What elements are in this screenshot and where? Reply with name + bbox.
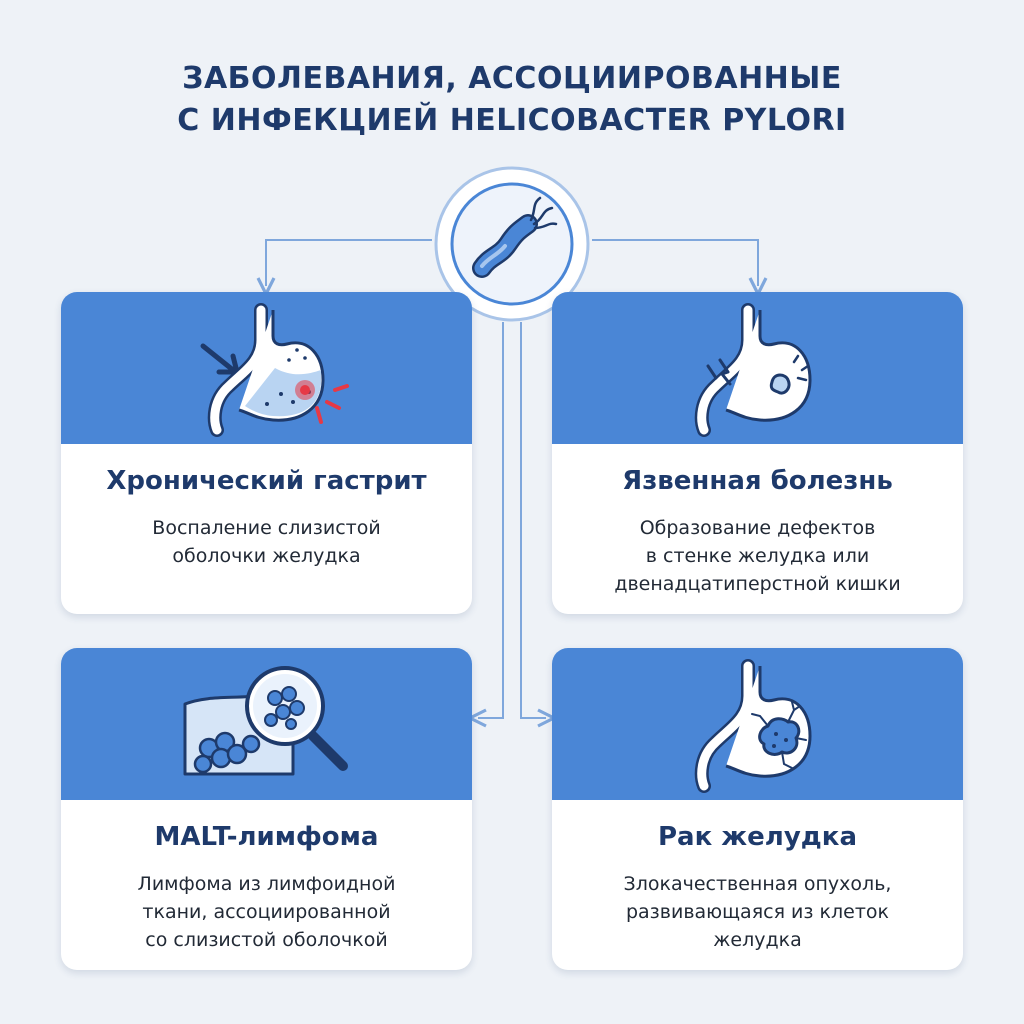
stomach-tumor-icon	[552, 648, 963, 800]
card-description	[572, 870, 943, 954]
description-line: желудка	[713, 929, 802, 951]
card-chronic-gastritis	[61, 292, 472, 614]
card-header-band	[61, 292, 472, 444]
connector-to-gastritis	[266, 240, 432, 286]
connector-to-malt	[478, 322, 503, 718]
description-line: Лимфома из лимфоидной	[137, 873, 396, 895]
description-line: развивающаяся из клеток	[625, 901, 890, 923]
connector-to-ulcer	[592, 240, 758, 286]
card-stomach-cancer	[552, 648, 963, 970]
card-description	[81, 870, 452, 954]
title-line-2: С ИНФЕКЦИЕЙ HELICOBACTER PYLORI	[177, 103, 847, 138]
connector-to-cancer	[521, 322, 546, 718]
card-header-band	[552, 648, 963, 800]
description-line: в стенке желудка или	[645, 545, 870, 567]
description-line: Образование дефектов	[639, 517, 876, 539]
card-description	[81, 514, 452, 570]
card-description	[572, 514, 943, 598]
inflamed-stomach-icon	[61, 292, 472, 444]
card-title: Хронический гастрит	[106, 466, 427, 496]
description-line: Злокачественная опухоль,	[623, 873, 892, 895]
card-header-band	[61, 648, 472, 800]
card-peptic-ulcer	[552, 292, 963, 614]
description-line: со слизистой оболочкой	[145, 929, 388, 951]
description-line: оболочки желудка	[172, 545, 361, 567]
card-header-band	[552, 292, 963, 444]
ulcer-stomach-icon	[552, 292, 963, 444]
card-malt-lymphoma	[61, 648, 472, 970]
description-line: двенадцатиперстной кишки	[614, 573, 901, 595]
card-title: MALT-лимфома	[154, 822, 379, 852]
title-line-1: ЗАБОЛЕВАНИЯ, АССОЦИИРОВАННЫЕ	[182, 61, 842, 96]
description-line: ткани, ассоциированной	[142, 901, 391, 923]
card-title: Язвенная болезнь	[622, 466, 893, 496]
card-title: Рак желудка	[658, 822, 857, 852]
lymphoid-tissue-magnifier-icon	[61, 648, 472, 800]
description-line: Воспаление слизистой	[152, 517, 381, 539]
